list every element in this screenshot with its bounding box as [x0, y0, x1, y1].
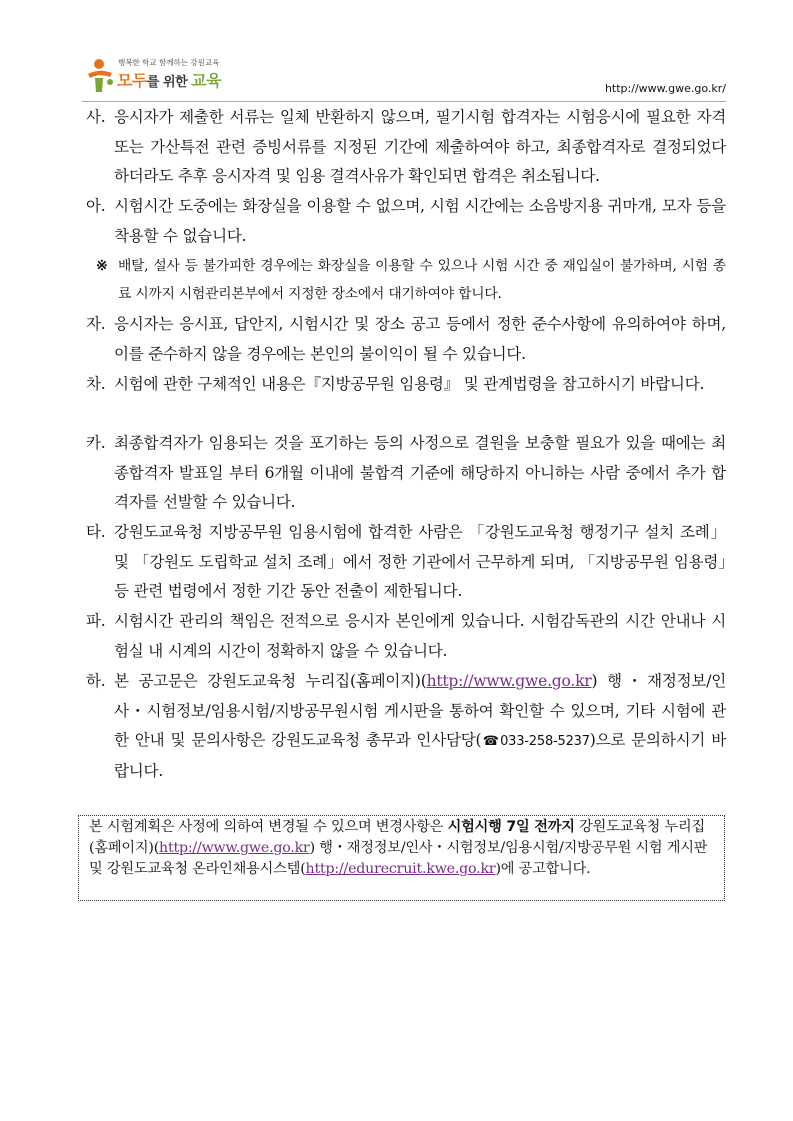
header-divider	[82, 101, 726, 102]
logo-title: 모두를 위한 교육	[117, 71, 222, 90]
notice-box: 본 시험계획은 사정에 의하여 변경될 수 있으며 변경사항은 시험시행 7일 전까지 강원도교육청 누리집(홈페이지)(http://www.gwe.go.kr) 행・재정정보/인사・시험정보/임용시험/지방공무원 시험 게시판 및 강원도교육청 온라인채용시스템(http://edurecruit.kwe.go.kr)에 공고합니다.	[78, 815, 725, 901]
list-item	[86, 429, 726, 518]
item-label: 아.	[86, 197, 106, 215]
notice-deadline: 시험시행 7일 전까지	[447, 819, 575, 835]
homepage-link[interactable]: http://www.gwe.go.kr	[426, 672, 592, 690]
list-item	[86, 370, 726, 429]
list-item-note	[86, 252, 726, 310]
item-text: 본 공고문은 강원도교육청 누리집(홈페이지)(http://www.gwe.go.kr) 행・재정정보/인사・시험정보/임용시험/지방공무원시험 게시판을 통하여 확인할 수 있으며, 기타 시험에 관한 안내 및 문의사항은 강원도교육청 총무과 인사담당(☎033-258-5237)으로 문의하시기 바랍니다.	[114, 672, 726, 780]
phone-icon: ☎	[481, 734, 501, 749]
logo-tagline: 행복한 학교 함께하는 강원교육	[118, 58, 220, 67]
list-item	[86, 667, 726, 785]
item-label: 사.	[86, 108, 106, 126]
item-text: 시험시간 도중에는 화장실을 이용할 수 없으며, 시험 시간에는 소음방지용 귀마개, 모자 등을 착용할 수 없습니다.	[114, 197, 726, 245]
phone-number: 033-258-5237	[500, 734, 590, 749]
item-text: 강원도교육청 지방공무원 임용시험에 합격한 사람은 「강원도교육청 행정기구 설치 조례」 및 「강원도 도립학교 설치 조례」에서 정한 기관에서 근무하게 되며, 「지방공무원 임용령」등 관련 법령에서 정한 기간 동안 전출이 제한됩니다.	[114, 523, 726, 600]
notice-items	[86, 103, 726, 785]
list-item	[86, 192, 726, 252]
homepage-link[interactable]: http://www.gwe.go.kr	[159, 840, 310, 856]
list-item	[86, 607, 726, 667]
logo	[82, 56, 252, 96]
logo-figure-icon	[86, 58, 116, 94]
item-label: 차.	[86, 375, 106, 393]
item-label: 하.	[86, 672, 106, 690]
list-item	[86, 103, 726, 192]
site-url: http://www.gwe.go.kr/	[604, 82, 726, 95]
item-text: 배탈, 설사 등 불가피한 경우에는 화장실을 이용할 수 있으나 시험 시간 중 재입실이 불가하며, 시험 종료 시까지 시험관리본부에서 지정한 장소에서 대기하여야 합니다.	[118, 258, 726, 302]
list-item	[86, 518, 726, 607]
item-text: 최종합격자가 임용되는 것을 포기하는 등의 사정으로 결원을 보충할 필요가 있을 때에는 최종합격자 발표일 부터 6개월 이내에 불합격 기준에 해당하지 아니하는 사람 중에서 추가 합격자를 선발할 수 있습니다.	[114, 434, 726, 511]
note-mark-icon: ※	[96, 258, 108, 274]
item-label: 파.	[86, 612, 106, 630]
item-text: 응시자는 응시표, 답안지, 시험시간 및 장소 공고 등에서 정한 준수사항에 유의하여야 하며, 이를 준수하지 않을 경우에는 본인의 불이익이 될 수 있습니다.	[114, 315, 726, 363]
item-text: 시험시간 관리의 책임은 전적으로 응시자 본인에게 있습니다. 시험감독관의 시간 안내나 시험실 내 시계의 시간이 정확하지 않을 수 있습니다.	[114, 612, 726, 660]
item-text: 시험에 관한 구체적인 내용은『지방공무원 임용령』 및 관계법령을 참고하시기 바랍니다.	[114, 375, 705, 393]
item-text: 응시자가 제출한 서류는 일체 반환하지 않으며, 필기시험 합격자는 시험응시에 필요한 자격 또는 가산특전 관련 증빙서류를 지정된 기간에 제출하여야 하고, 최종합격자로 결정되었다 하더라도 추후 응시자격 및 임용 결격사유가 확인되면 합격은 취소됩니다.	[114, 108, 726, 185]
item-label: 타.	[86, 523, 106, 541]
item-label: 자.	[86, 315, 106, 333]
recruit-system-link[interactable]: http://edurecruit.kwe.go.kr	[305, 861, 496, 877]
list-item	[86, 310, 726, 370]
item-label: 카.	[86, 434, 106, 452]
page-header	[82, 52, 726, 100]
